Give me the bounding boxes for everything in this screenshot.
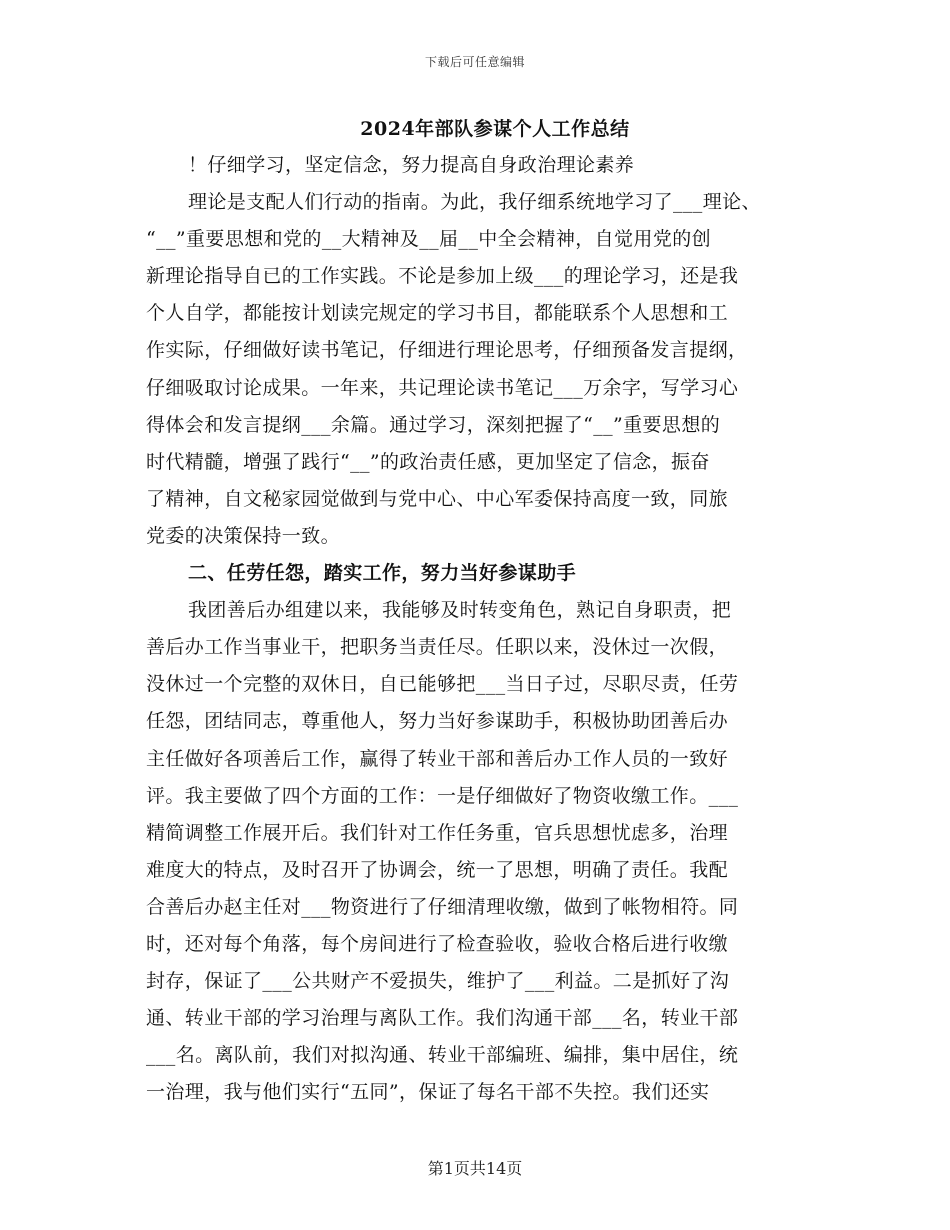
document-title: 2024年部队参谋个人工作总结: [360, 118, 630, 140]
text-line: 作实际，仔细做好读书笔记，仔细进行理论思考，仔细预备发言提纲，: [146, 339, 748, 362]
text-line: 善后办工作当事业干，把职务当责任尽。任职以来，没休过一次假，: [146, 636, 729, 659]
text-line: 评。我主要做了四个方面的工作：一是仔细做好了物资收缴工作。___: [146, 784, 739, 807]
text-line: 通、转业干部的学习治理与离队工作。我们沟通干部___名，转业干部: [146, 1007, 739, 1030]
text-line: 没休过一个完整的双休日，自已能够把___当日子过，尽职尽责，任劳: [146, 673, 739, 696]
page-footer: 第1页共14页: [427, 1159, 523, 1178]
text-line: ！仔细学习，坚定信念，努力提高自身政治理论素养: [188, 154, 635, 176]
text-line: 党委的决策保持一致。: [146, 524, 341, 547]
text-line: 时，还对每个角落，每个房间进行了检查验收，验收合格后进行收缴: [146, 932, 729, 955]
text-line: 时代精髓，增强了践行“__”的政治责任感，更加坚定了信念，振奋: [146, 450, 710, 473]
text-line: 仔细吸取讨论成果。一年来，共记理论读书笔记___万余字，写学习心: [146, 376, 739, 399]
text-line: 主任做好各项善后工作，赢得了转业干部和善后办工作人员的一致好: [146, 747, 729, 770]
document-body: [146, 147, 806, 1111]
text-line: 得体会和发言提纲___余篇。通过学习，深刻把握了“__”重要思想的: [146, 413, 721, 436]
text-line: “__”重要思想和党的__大精神及__届__中全会精神，自觉用党的创: [146, 228, 712, 251]
section-heading: 二、任劳任怨，踏实工作，努力当好参谋助手: [188, 562, 577, 585]
text-line: ___名。离队前，我们对拟沟通、转业干部编班、编排，集中居住，统: [146, 1044, 739, 1067]
text-line: 精简调整工作展开后。我们针对工作任务重，官兵思想忧虑多，治理: [146, 821, 729, 844]
header-note: 下载后可任意编辑: [424, 55, 525, 69]
text-line: 封存，保证了___公共财产不爱损失，维护了___利益。二是抓好了沟: [146, 970, 730, 993]
text-line: 任怨，团结同志，尊重他人，努力当好参谋助手，积极协助团善后办: [146, 710, 729, 733]
text-line: 新理论指导自已的工作实践。不论是参加上级___的理论学习，还是我: [146, 265, 739, 288]
text-line: 合善后办赵主任对___物资进行了仔细清理收缴，做到了帐物相符。同: [146, 895, 739, 918]
text-line: 理论是支配人们行动的指南。为此，我仔细系统地学习了___理论、: [188, 191, 761, 214]
text-line: 个人自学，都能按计划读完规定的学习书目，都能联系个人思想和工: [146, 302, 729, 325]
text-line: 了精神，自文秘家园觉做到与党中心、中心军委保持高度一致，同旅: [146, 487, 729, 510]
text-line: 难度大的特点，及时召开了协调会，统一了思想，明确了责任。我配: [146, 858, 729, 881]
text-line: 我团善后办组建以来，我能够及时转变角色，熟记自身职责，把: [188, 599, 732, 622]
text-line: 一治理，我与他们实行“五同”，保证了每名干部不失控。我们还实: [146, 1081, 710, 1104]
